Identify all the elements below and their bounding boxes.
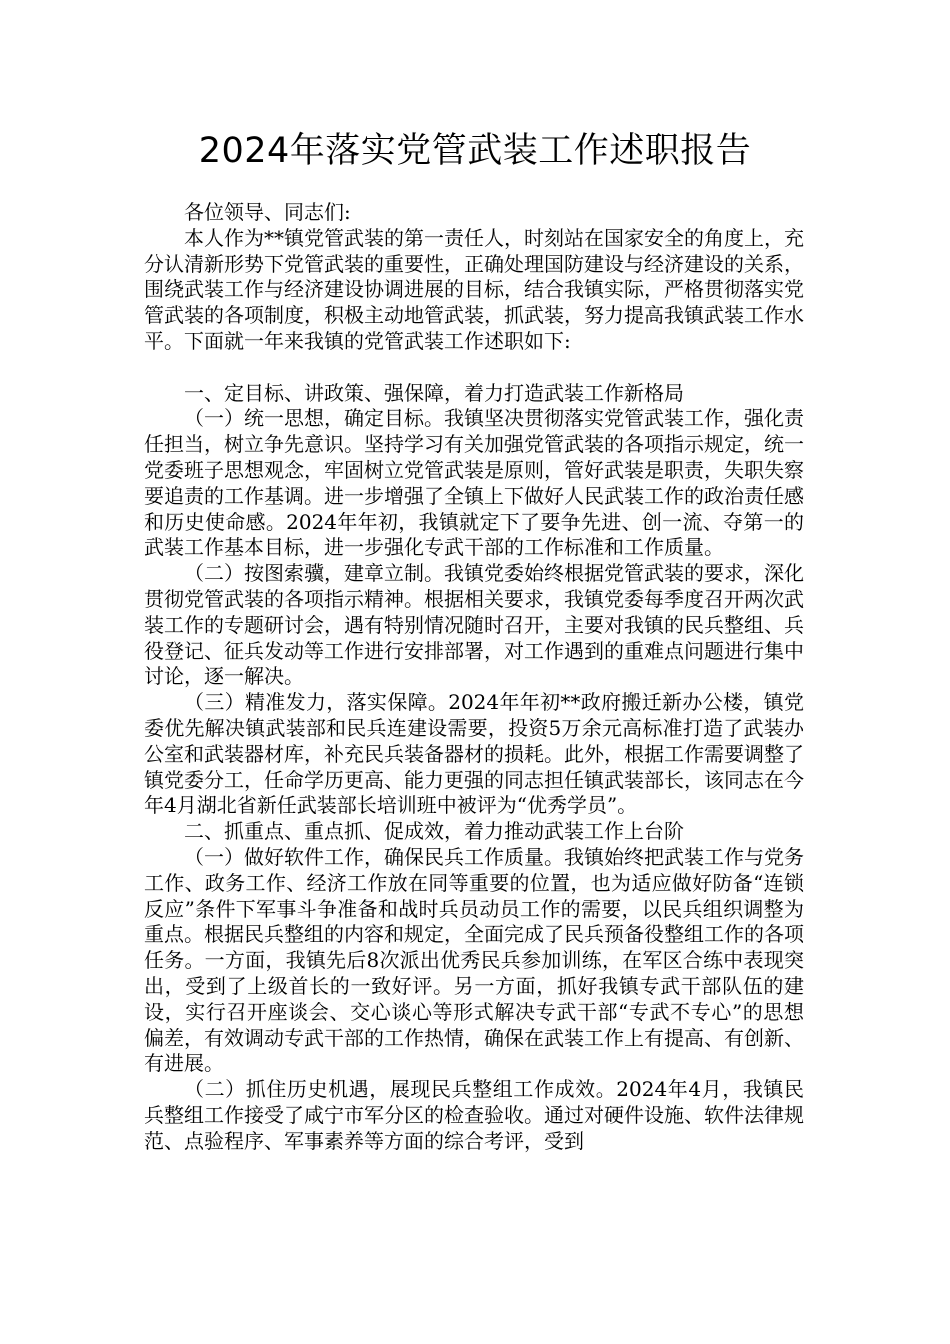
section-heading-1: 一、定目标、讲政策、强保障，着力打造武装工作新格局: [184, 380, 684, 405]
paragraph-1-3: （三）精准发力，落实保障。2024年年初**政府搬迁新办公楼，镇党委优先解决镇武装部和民兵连建设需要，投资5万余元高标准打造了武装办公室和武装器材库，补充民兵装备器材的损耗。此外，根据工作需要调整了镇党委分工，任命学历更高、能力更强的同志担任镇武装部长，该同志在今年4月湖北省新任武装部长培训班中被评为“优秀学员”。: [144, 690, 804, 818]
document-title: 2024年落实党管武装工作述职报告: [198, 131, 752, 171]
paragraph-2-1: （一）做好软件工作，确保民兵工作质量。我镇始终把武装工作与党务工作、政务工作、经济工作放在同等重要的位置，也为适应做好防备“连锁反应”条件下军事斗争准备和战时兵员动员工作的需要，以民兵组织调整为重点。根据民兵整组的内容和规定，全面完成了民兵预备役整组工作的各项任务。一方面，我镇先后8次派出优秀民兵参加训练，在军区合练中表现突出，受到了上级首长的一致好评。另一方面，抓好我镇专武干部队伍的建设，实行召开座谈会、交心谈心等形式解决专武干部“专武不专心”的思想偏差，有效调动专武干部的工作热情，确保在武装工作上有提高、有创新、有进展。: [144, 844, 804, 1076]
paragraph-1-2: （二）按图索骥，建章立制。我镇党委始终根据党管武装的要求，深化贯彻党管武装的各项指示精神。根据相关要求，我镇党委每季度召开两次武装工作的专题研讨会，遇有特别情况随时召开，主要对我镇的民兵整组、兵役登记、征兵发动等工作进行安排部署，对工作遇到的重难点问题进行集中讨论，逐一解决。: [144, 561, 804, 689]
salutation: 各位领导、同志们:: [184, 200, 351, 224]
paragraph-1-1: （一）统一思想，确定目标。我镇坚决贯彻落实党管武装工作，强化责任担当，树立争先意识。坚持学习有关加强党管武装的各项指示规定，统一党委班子思想观念，牢固树立党管武装是原则，管好武装是职责，失职失察要追责的工作基调。进一步增强了全镇上下做好人民武装工作的政治责任感和历史使命感。2024年年初，我镇就定下了要争先进、创一流、夺第一的武装工作基本目标，进一步强化专武干部的工作标准和工作质量。: [144, 406, 804, 560]
paragraph-intro: 本人作为**镇党管武装的第一责任人，时刻站在国家安全的角度上，充分认清新形势下党管武装的重要性，正确处理国防建设与经济建设的关系，围绕武装工作与经济建设协调进展的目标，结合我镇实际，严格贯彻落实党管武装的各项制度，积极主动地管武装，抓武装，努力提高我镇武装工作水平。下面就一年来我镇的党管武装工作述职如下:: [144, 225, 804, 353]
section-heading-2: 二、抓重点、重点抓、促成效，着力推动武装工作上台阶: [184, 819, 684, 844]
paragraph-2-2: （二）抓住历史机遇，展现民兵整组工作成效。2024年4月，我镇民兵整组工作接受了咸宁市军分区的检查验收。通过对硬件设施、软件法律规范、点验程序、军事素养等方面的综合考评，受到: [144, 1077, 804, 1153]
document-body: [144, 200, 804, 1154]
